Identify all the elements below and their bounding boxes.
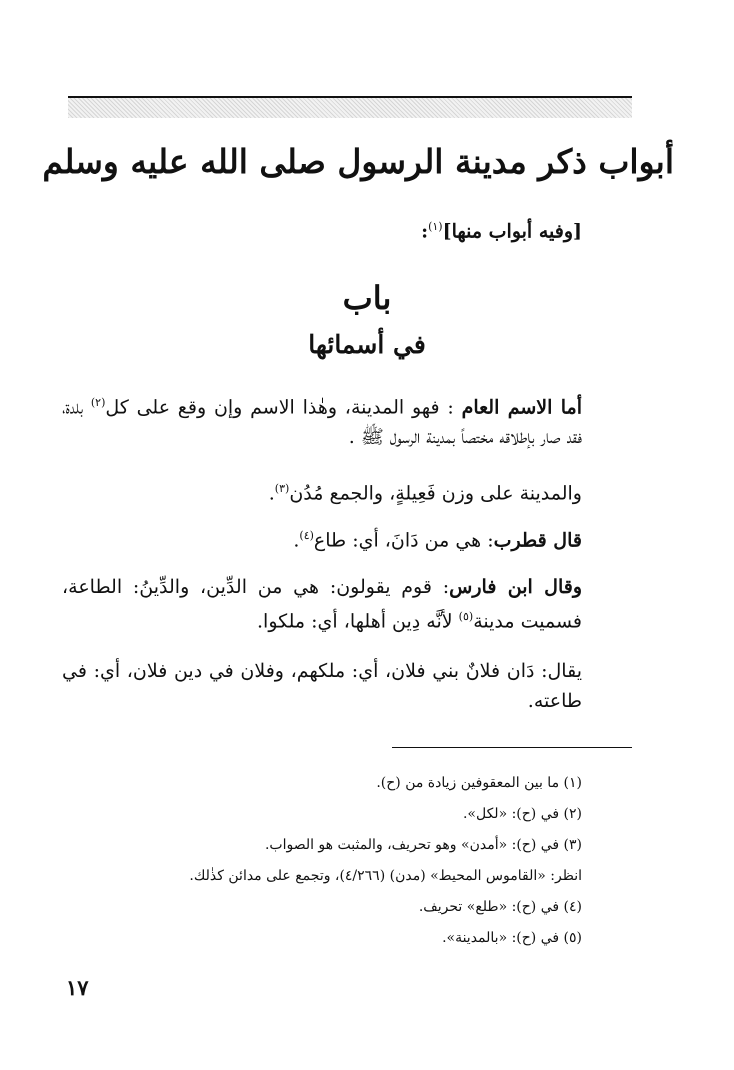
- page-number: ١٧: [66, 975, 89, 1000]
- section-subtitle-colon: :: [421, 220, 429, 243]
- footnote-ref-4[interactable]: (٤): [299, 529, 314, 542]
- paragraph-1-text-b: بلدة، فقد صار بإطلاقه مختصاً بمدينة الرسول ﷺ .: [62, 396, 582, 449]
- section-subtitle-text: [وفيه أبواب منها]: [442, 220, 582, 243]
- paragraph-2-text-b: .: [268, 482, 275, 505]
- footnote-1: (١) ما بين المعقوفين زيادة من (ح).: [376, 775, 582, 791]
- footnote-ref-3[interactable]: (٣): [274, 482, 290, 495]
- footnote-3: (٣) في (ح): «أمدن» وهو تحريف، والمثبت هو الصواب.: [264, 837, 582, 853]
- paragraph-3-lead: قال قطرب: [493, 529, 582, 552]
- paragraph-1-text-a: : فهو المدينة، وهٰذا الاسم وإن وقع على كل: [105, 396, 454, 419]
- chapter-subtitle: في أسمائها: [308, 330, 426, 359]
- footnote-ref-1[interactable]: (١): [428, 220, 443, 233]
- paragraph-4: [62, 572, 582, 636]
- paragraph-2-text-a: والمدينة على وزن فَعِيلةٍ، والجمع مُدُن: [289, 482, 582, 505]
- header-rule: [68, 96, 632, 118]
- footnote-separator: [392, 747, 632, 748]
- paragraph-5: يقال: دَان فلانٌ بني فلان، أي: ملكهم، وفلان في دين فلان، أي: في طاعته.: [62, 660, 582, 712]
- paragraph-1-lead: أما الاسم العام: [461, 396, 582, 419]
- footnotes: [62, 768, 582, 954]
- paragraph-4-lead: وقال ابن فارس: [449, 576, 583, 598]
- paragraph-3: [62, 521, 582, 555]
- footnote-3-continuation: انظر: «القاموس المحيط» (مدن) (٤/٢٦٦)، وتجمع على مدائن كذٰلك.: [189, 868, 582, 884]
- paragraph-1: [62, 388, 582, 452]
- footnote-2: (٢) في (ح): «لكل».: [462, 806, 582, 822]
- footnote-4: (٤) في (ح): «طلع» تحريف.: [418, 899, 582, 915]
- paragraph-2: [62, 474, 582, 508]
- footnote-ref-2[interactable]: (٢): [90, 396, 106, 409]
- paragraph-4-text-b: لأنَّه دِين أهلها، أي: ملكوا.: [257, 610, 453, 633]
- chapter-label: باب: [342, 279, 392, 317]
- section-title: أبواب ذكر مدينة الرسول صلى الله عليه وسلم: [42, 142, 674, 181]
- footnote-5: (٥) في (ح): «بالمدينة».: [442, 930, 582, 946]
- footnote-ref-5[interactable]: (٥): [458, 610, 474, 623]
- paragraph-3-text-a: : هي من دَانَ، أي: طاع: [313, 529, 494, 552]
- section-subtitle: [421, 212, 582, 246]
- paragraph-3-text-b: .: [293, 529, 300, 552]
- paragraph-4-text-a: : قوم يقولون: هي من الدِّين، والدِّينُ: الطاعة، فسميت مدينة: [62, 576, 582, 633]
